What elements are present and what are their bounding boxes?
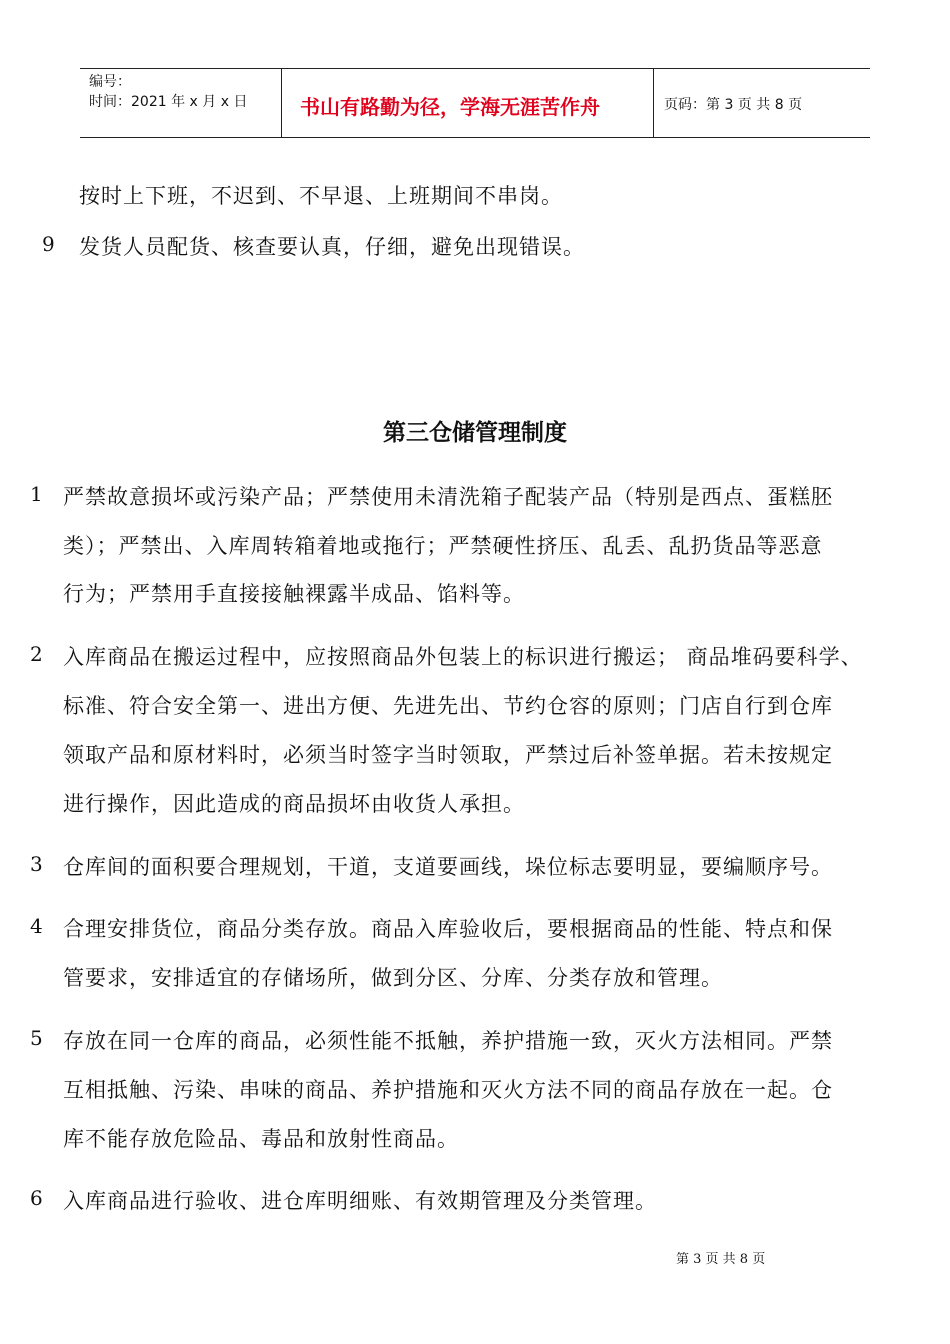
header-info-cell <box>80 69 282 137</box>
item-number: 4 <box>30 914 43 938</box>
item-number: 6 <box>30 1186 43 1210</box>
item-number: 5 <box>30 1026 43 1050</box>
item-line: 仓库间的面积要合理规划，干道，支道要画线，垛位标志要明显，要编顺序号。 <box>63 855 833 879</box>
header-motto-cell <box>282 69 654 137</box>
motto: 书山有路勤为径，学海无涯苦作舟 <box>300 95 600 119</box>
item-line: 库不能存放危险品、毒品和放射性商品。 <box>63 1127 459 1151</box>
item-line: 进行操作，因此造成的商品损坏由收货人承担。 <box>63 792 525 816</box>
continued-line: 按时上下班，不迟到、不早退、上班期间不串岗。 <box>79 184 563 208</box>
number-label: 编号： <box>89 74 131 90</box>
item-line: 入库商品在搬运过程中，应按照商品外包装上的标识进行搬运； 商品堆码要科学、 <box>63 645 863 669</box>
item-number: 3 <box>30 852 43 876</box>
item-line: 存放在同一仓库的商品，必须性能不抵触，养护措施一致，灭火方法相同。严禁 <box>63 1029 833 1053</box>
item-line: 合理安排货位，商品分类存放。商品入库验收后，要根据商品的性能、特点和保 <box>63 917 833 941</box>
item-line: 行为；严禁用手直接接触裸露半成品、馅料等。 <box>63 582 525 606</box>
item-line: 严禁故意损坏或污染产品；严禁使用未清洗箱子配装产品（特别是西点、蛋糕胚 <box>63 485 833 509</box>
item-number: 9 <box>42 232 55 256</box>
item-line: 入库商品进行验收、进仓库明细账、有效期管理及分类管理。 <box>63 1189 657 1213</box>
section-title: 第三仓储管理制度 <box>383 420 567 446</box>
page-label: 页码：第 3 页 共 8 页 <box>664 97 803 113</box>
item-line: 管要求，安排适宜的存储场所，做到分区、分库、分类存放和管理。 <box>63 966 723 990</box>
item-line: 领取产品和原材料时，必须当时签字当时领取，严禁过后补签单据。若未按规定 <box>63 743 833 767</box>
item-number: 2 <box>30 642 43 666</box>
time-label: 时间：2021 年 x 月 x 日 <box>89 94 248 110</box>
item-line: 发货人员配货、核查要认真，仔细，避免出现错误。 <box>79 235 585 259</box>
header-page-cell <box>654 69 870 137</box>
item-number: 1 <box>30 482 43 506</box>
item-line: 互相抵触、污染、串味的商品、养护措施和灭火方法不同的商品存放在一起。仓 <box>63 1078 833 1102</box>
page-header <box>80 68 870 138</box>
item-line: 类）；严禁出、入库周转箱着地或拖行；严禁硬性挤压、乱丢、乱扔货品等恶意 <box>63 534 823 558</box>
page-footer: 第 3 页 共 8 页 <box>676 1252 766 1267</box>
item-line: 标准、符合安全第一、进出方便、先进先出、节约仓容的原则；门店自行到仓库 <box>63 694 833 718</box>
